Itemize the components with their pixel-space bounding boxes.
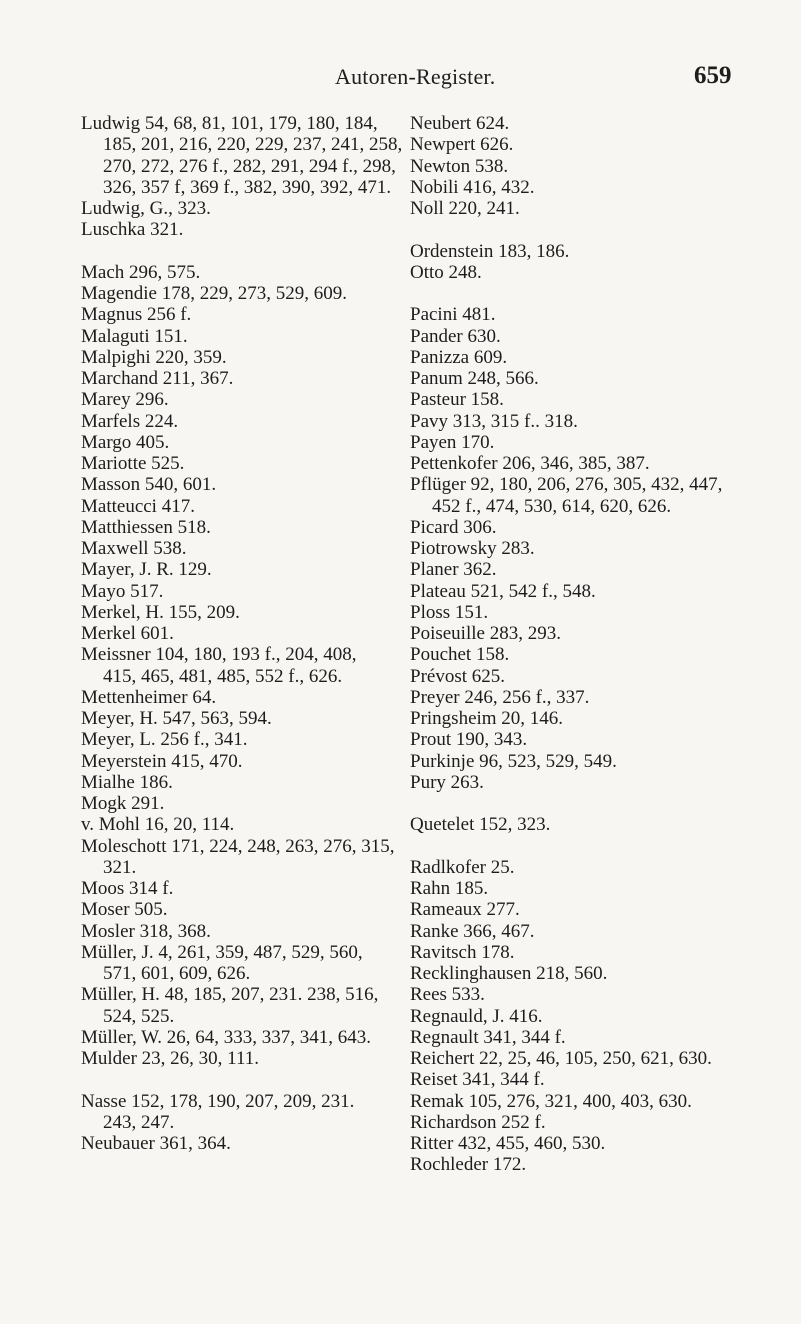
index-entry-line: Picard 306.	[410, 516, 497, 538]
index-entry-line: Müller, J. 4, 261, 359, 487, 529, 560,	[81, 941, 363, 963]
index-entry-line: Prout 190, 343.	[410, 729, 528, 751]
index-entry	[410, 538, 740, 559]
index-entry	[410, 963, 740, 984]
index-entry	[81, 921, 401, 942]
index-entry	[410, 666, 740, 687]
index-entry	[81, 1133, 401, 1154]
index-entry	[81, 1091, 401, 1134]
index-entry-line: Poiseuille 283, 293.	[410, 623, 561, 644]
index-entry-line: Pander 630.	[410, 325, 501, 347]
index-entry	[410, 751, 740, 772]
index-entry	[410, 1091, 740, 1112]
index-entry-line: Pouchet 158.	[410, 644, 510, 666]
index-entry-line: Ranke 366, 467.	[410, 920, 535, 942]
index-entry	[410, 581, 740, 602]
index-entry	[410, 177, 740, 198]
index-entry	[410, 411, 740, 432]
index-entry-line: Marfels 224.	[81, 410, 179, 432]
index-entry-line: Pacini 481.	[410, 304, 496, 326]
section-gap	[410, 283, 740, 304]
index-entry-line: Merkel, H. 155, 209.	[81, 601, 240, 623]
index-entry-line: Pury 263.	[410, 771, 484, 793]
index-entry-line: Newpert 626.	[410, 134, 514, 156]
index-entry-line: Matthiessen 518.	[81, 516, 211, 538]
index-entry	[410, 1048, 740, 1069]
index-entry-line: Pavy 313, 315 f.. 318.	[410, 410, 578, 432]
index-entry	[410, 453, 740, 474]
index-entry-line: Panum 248, 566.	[410, 368, 539, 389]
index-entry-line: Ludwig, G., 323.	[81, 198, 211, 219]
index-entry-line: Malaguti 151.	[81, 325, 188, 347]
running-title: Autoren-Register.	[335, 64, 496, 89]
index-entry	[81, 899, 401, 920]
index-entry-line: Preyer 246, 256 f., 337.	[410, 686, 590, 708]
index-entry	[410, 984, 740, 1005]
index-entry-line: Nasse 152, 178, 190, 207, 209, 231.	[81, 1090, 355, 1112]
index-entry-line: Meissner 104, 180, 193 f., 204, 408,	[81, 644, 357, 666]
index-entry	[81, 1048, 401, 1069]
index-entry	[410, 559, 740, 580]
index-entry	[410, 241, 740, 262]
index-entry-line: Merkel 601.	[81, 623, 174, 644]
index-entry-line: Regnauld, J. 416.	[410, 1005, 543, 1027]
index-entry-line: Radlkofer 25.	[410, 856, 515, 878]
index-entry-line: Panizza 609.	[410, 346, 508, 368]
index-entry-line: Prévost 625.	[410, 665, 505, 687]
index-entry	[410, 347, 740, 368]
index-entry	[410, 368, 740, 389]
index-entry	[81, 432, 401, 453]
index-entry-line: Meyerstein 415, 470.	[81, 750, 243, 772]
index-entry	[81, 347, 401, 368]
index-entry	[410, 857, 740, 878]
index-entry-line: Marchand 211, 367.	[81, 368, 234, 389]
index-entry	[410, 432, 740, 453]
page-number: 659	[694, 62, 732, 89]
index-entry	[81, 984, 401, 1027]
index-entry	[410, 474, 740, 517]
index-entry	[410, 1006, 740, 1027]
index-entry-line: Masson 540, 601.	[81, 474, 217, 496]
index-entry-line: v. Mohl 16, 20, 114.	[81, 814, 235, 836]
index-entry	[410, 899, 740, 920]
index-entry-line: Müller, H. 48, 185, 207, 231. 238, 516,	[81, 984, 379, 1006]
index-entry	[410, 687, 740, 708]
index-entry	[81, 559, 401, 580]
index-entry	[81, 644, 401, 687]
index-entry	[81, 496, 401, 517]
index-entry-continuation: 524, 525.	[103, 1005, 175, 1027]
index-entry-line: Malpighi 220, 359.	[81, 346, 227, 368]
index-entry	[410, 1027, 740, 1048]
index-entry-line: Planer 362.	[410, 559, 497, 581]
index-entry-continuation: 270, 272, 276 f., 282, 291, 294 f., 298,	[103, 155, 396, 177]
index-entry	[410, 921, 740, 942]
index-entry	[81, 687, 401, 708]
index-entry-line: Richardson 252 f.	[410, 1111, 546, 1133]
index-entry	[81, 474, 401, 495]
index-entry	[410, 156, 740, 177]
index-entry	[410, 708, 740, 729]
index-entry-line: Purkinje 96, 523, 529, 549.	[410, 750, 617, 772]
page-header	[0, 64, 801, 94]
index-entry-continuation: 415, 465, 481, 485, 552 f., 626.	[103, 665, 343, 687]
index-entry-line: Remak 105, 276, 321, 400, 403, 630.	[410, 1090, 692, 1112]
index-entry	[81, 262, 401, 283]
index-entry-line: Rahn 185.	[410, 878, 489, 899]
index-entry	[81, 219, 401, 240]
index-entry	[81, 581, 401, 602]
index-entry-line: Otto 248.	[410, 261, 482, 283]
index-entry-line: Moos 314 f.	[81, 878, 174, 899]
index-entry	[81, 453, 401, 474]
index-entry-continuation: 452 f., 474, 530, 614, 620, 626.	[432, 495, 672, 517]
index-entry	[81, 368, 401, 389]
index-entry-line: Pasteur 158.	[410, 389, 504, 411]
index-entry	[81, 793, 401, 814]
index-entry-continuation: 326, 357 f, 369 f., 382, 390, 392, 471.	[103, 176, 392, 198]
index-entry-line: Meyer, H. 547, 563, 594.	[81, 708, 272, 729]
index-entry	[81, 113, 401, 198]
index-entry	[410, 262, 740, 283]
index-entry	[410, 134, 740, 155]
index-column-left	[81, 113, 401, 1154]
index-entry	[410, 1112, 740, 1133]
index-entry-line: Mettenheimer 64.	[81, 686, 217, 708]
index-entry	[410, 517, 740, 538]
index-entry	[410, 113, 740, 134]
index-entry-line: Reiset 341, 344 f.	[410, 1069, 545, 1091]
index-entry	[81, 814, 401, 835]
index-entry	[81, 602, 401, 623]
index-entry-line: Margo 405.	[81, 431, 170, 453]
index-entry-line: Neubauer 361, 364.	[81, 1133, 231, 1154]
index-entry-line: Pflüger 92, 180, 206, 276, 305, 432, 447,	[410, 474, 723, 496]
index-entry-line: Neubert 624.	[410, 113, 510, 134]
index-entry-line: Mogk 291.	[81, 793, 165, 814]
index-entry-line: Müller, W. 26, 64, 333, 337, 341, 643.	[81, 1026, 372, 1048]
index-entry-line: Noll 220, 241.	[410, 198, 520, 219]
section-gap	[410, 793, 740, 814]
index-entry	[81, 708, 401, 729]
index-entry	[81, 389, 401, 410]
index-entry	[81, 836, 401, 879]
index-entry	[81, 411, 401, 432]
index-entry-line: Marey 296.	[81, 389, 169, 411]
index-entry-line: Meyer, L. 256 f., 341.	[81, 729, 248, 751]
index-entry-line: Regnault 341, 344 f.	[410, 1026, 566, 1048]
index-entry	[81, 751, 401, 772]
index-entry	[81, 772, 401, 793]
index-entry-line: Piotrowsky 283.	[410, 538, 535, 559]
index-entry	[81, 878, 401, 899]
index-entry	[81, 326, 401, 347]
index-entry	[410, 1154, 740, 1175]
index-entry-line: Rochleder 172.	[410, 1154, 527, 1176]
index-entry	[410, 729, 740, 750]
index-entry-line: Ravitsch 178.	[410, 941, 515, 963]
section-gap	[410, 219, 740, 240]
index-entry-line: Rameaux 277.	[410, 899, 520, 921]
index-entry-continuation: 185, 201, 216, 220, 229, 237, 241, 258,	[103, 134, 403, 156]
index-entry-line: Payen 170.	[410, 431, 495, 453]
index-entry-line: Rees 533.	[410, 984, 485, 1006]
index-entry-line: Mariotte 525.	[81, 453, 185, 474]
index-entry	[410, 1133, 740, 1154]
index-entry	[410, 878, 740, 899]
index-entry	[410, 602, 740, 623]
index-entry-continuation: 321.	[103, 856, 137, 878]
section-gap	[81, 241, 401, 262]
index-entry	[410, 644, 740, 665]
index-entry-line: Maxwell 538.	[81, 538, 187, 559]
index-entry	[410, 623, 740, 644]
index-entry	[81, 623, 401, 644]
index-entry-line: Recklinghausen 218, 560.	[410, 963, 608, 984]
index-entry	[410, 326, 740, 347]
index-entry-line: Mosler 318, 368.	[81, 920, 211, 942]
index-entry	[81, 304, 401, 325]
index-entry-continuation: 571, 601, 609, 626.	[103, 963, 251, 984]
index-entry-line: Reichert 22, 25, 46, 105, 250, 621, 630.	[410, 1048, 712, 1069]
index-entry	[410, 198, 740, 219]
index-entry-line: Luschka 321.	[81, 219, 184, 241]
index-entry-line: Moser 505.	[81, 899, 168, 921]
index-entry-line: Ludwig 54, 68, 81, 101, 179, 180, 184,	[81, 113, 378, 134]
index-entry-line: Quetelet 152, 323.	[410, 814, 551, 836]
index-entry-line: Plateau 521, 542 f., 548.	[410, 580, 596, 602]
index-entry	[410, 304, 740, 325]
index-entry	[81, 942, 401, 985]
index-entry-line: Newton 538.	[410, 155, 509, 177]
index-entry-line: Moleschott 171, 224, 248, 263, 276, 315,	[81, 835, 395, 857]
index-entry	[81, 198, 401, 219]
index-entry-line: Magnus 256 f.	[81, 304, 192, 326]
section-gap	[410, 836, 740, 857]
index-entry	[81, 1027, 401, 1048]
index-entry	[81, 538, 401, 559]
index-entry-line: Magendie 178, 229, 273, 529, 609.	[81, 283, 347, 304]
section-gap	[81, 1069, 401, 1090]
index-entry-line: Pringsheim 20, 146.	[410, 708, 564, 729]
index-entry	[81, 517, 401, 538]
index-entry	[410, 1069, 740, 1090]
index-entry-line: Mach 296, 575.	[81, 261, 201, 283]
index-entry-line: Mulder 23, 26, 30, 111.	[81, 1048, 260, 1069]
index-entry	[81, 729, 401, 750]
index-entry-line: Ordenstein 183, 186.	[410, 240, 570, 262]
index-entry-line: Ritter 432, 455, 460, 530.	[410, 1133, 606, 1154]
index-entry-line: Mayo 517.	[81, 580, 164, 602]
index-entry	[410, 389, 740, 410]
index-entry-line: Nobili 416, 432.	[410, 176, 535, 198]
index-entry-line: Mialhe 186.	[81, 771, 173, 793]
index-entry-continuation: 243, 247.	[103, 1111, 175, 1133]
index-entry	[410, 772, 740, 793]
index-entry-line: Mayer, J. R. 129.	[81, 559, 212, 581]
index-entry-line: Pettenkofer 206, 346, 385, 387.	[410, 453, 650, 474]
index-entry-line: Ploss 151.	[410, 601, 489, 623]
index-entry-line: Matteucci 417.	[81, 495, 195, 517]
index-entry	[410, 814, 740, 835]
index-entry	[410, 942, 740, 963]
index-column-right	[410, 113, 740, 1176]
index-entry	[81, 283, 401, 304]
